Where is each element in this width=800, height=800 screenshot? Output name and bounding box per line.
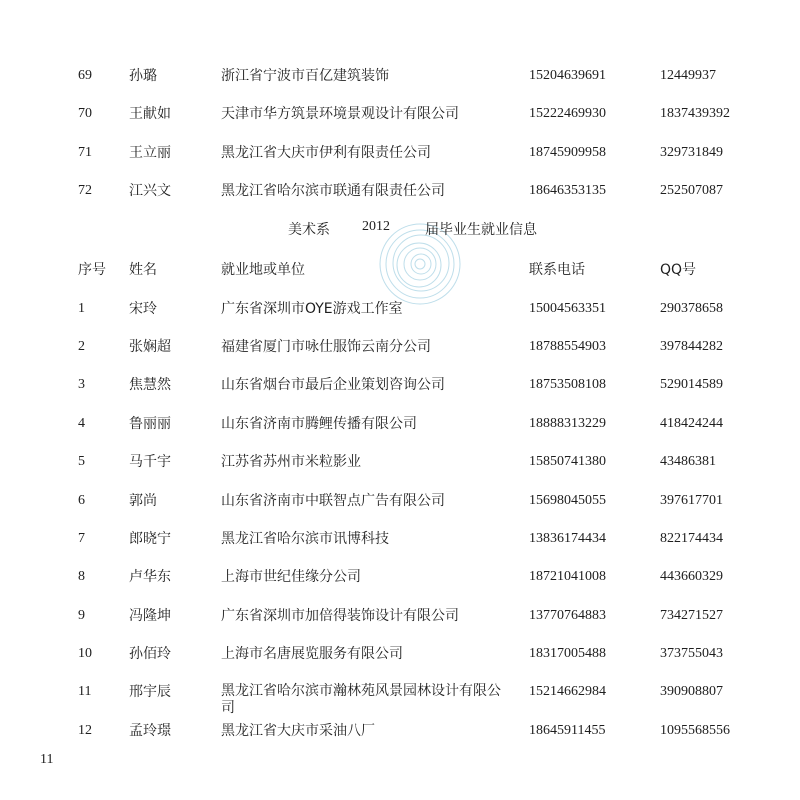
row-qq: 734271527 bbox=[660, 608, 723, 623]
table-row bbox=[0, 300, 800, 330]
row-number: 7 bbox=[78, 531, 85, 546]
section-heading: 届毕业生就业信息 bbox=[425, 222, 537, 238]
row-qq: 397617701 bbox=[660, 493, 723, 508]
row-number: 5 bbox=[78, 454, 85, 469]
row-number: 3 bbox=[78, 377, 85, 392]
row-employer: 山东省济南市中联智点广告有限公司 bbox=[221, 493, 445, 509]
row-phone: 15214662984 bbox=[529, 684, 606, 699]
row-employer: 广东省深圳市加倍得装饰设计有限公司 bbox=[221, 608, 459, 624]
row-qq: 390908807 bbox=[660, 684, 723, 699]
table-row bbox=[0, 453, 800, 483]
row-name: 孙璐 bbox=[129, 68, 157, 84]
row-number: 10 bbox=[78, 646, 92, 661]
row-employer: 上海市世纪佳缘分公司 bbox=[221, 569, 361, 585]
row-qq: 529014589 bbox=[660, 377, 723, 392]
table-row bbox=[0, 415, 800, 445]
row-employer: 浙江省宁波市百亿建筑装饰 bbox=[221, 68, 389, 84]
row-employer: 天津市华方筑景环境景观设计有限公司 bbox=[221, 106, 459, 122]
header-employer: 就业地或单位 bbox=[221, 262, 305, 278]
row-employer: 黑龙江省哈尔滨市瀚林苑风景园林设计有限公司 bbox=[221, 683, 501, 716]
row-phone: 18745909958 bbox=[529, 145, 606, 160]
row-number: 9 bbox=[78, 608, 85, 623]
row-name: 卢华东 bbox=[129, 569, 171, 585]
table-row bbox=[0, 376, 800, 406]
table-row bbox=[0, 67, 800, 97]
row-qq: 1095568556 bbox=[660, 723, 730, 738]
section-title bbox=[0, 219, 800, 239]
row-name: 鲁丽丽 bbox=[129, 416, 171, 432]
row-phone: 15698045055 bbox=[529, 493, 606, 508]
row-phone: 18646353135 bbox=[529, 183, 606, 198]
row-qq: 443660329 bbox=[660, 569, 723, 584]
row-number: 6 bbox=[78, 493, 85, 508]
row-name: 郭尚 bbox=[129, 493, 157, 509]
row-number: 71 bbox=[78, 145, 92, 160]
row-name: 焦慧然 bbox=[129, 377, 171, 393]
row-employer: 黑龙江省大庆市采油八厂 bbox=[221, 723, 375, 739]
row-name: 王献如 bbox=[129, 106, 171, 122]
table-row bbox=[0, 492, 800, 522]
row-employer: 广东省深圳市OYE游戏工作室 bbox=[221, 301, 403, 317]
row-number: 8 bbox=[78, 569, 85, 584]
row-name: 孟玲璟 bbox=[129, 723, 171, 739]
row-phone: 18888313229 bbox=[529, 416, 606, 431]
row-employer: 上海市名唐展览服务有限公司 bbox=[221, 646, 403, 662]
row-number: 2 bbox=[78, 339, 85, 354]
table-row bbox=[0, 530, 800, 560]
row-employer: 山东省济南市腾鲤传播有限公司 bbox=[221, 416, 417, 432]
row-number: 11 bbox=[78, 684, 92, 699]
row-phone: 18753508108 bbox=[529, 377, 606, 392]
row-phone: 18317005488 bbox=[529, 646, 606, 661]
row-number: 4 bbox=[78, 416, 85, 431]
table-row bbox=[0, 607, 800, 637]
row-qq: 252507087 bbox=[660, 183, 723, 198]
row-qq: 1837439392 bbox=[660, 106, 730, 121]
row-employer: 黑龙江省哈尔滨市讯博科技 bbox=[221, 531, 389, 547]
row-phone: 13770764883 bbox=[529, 608, 606, 623]
header-phone: 联系电话 bbox=[529, 262, 585, 278]
row-phone: 15004563351 bbox=[529, 301, 606, 316]
row-qq: 290378658 bbox=[660, 301, 723, 316]
header-qq: QQ号 bbox=[660, 262, 697, 278]
row-name: 马千宇 bbox=[129, 454, 171, 470]
row-qq: 329731849 bbox=[660, 145, 723, 160]
table-row bbox=[0, 722, 800, 752]
row-name: 江兴文 bbox=[129, 183, 171, 199]
table-row bbox=[0, 182, 800, 212]
row-name: 冯隆坤 bbox=[129, 608, 171, 624]
table-row bbox=[0, 683, 800, 723]
row-employer: 福建省厦门市咏仕服饰云南分公司 bbox=[221, 339, 431, 355]
row-name: 张娴超 bbox=[129, 339, 171, 355]
row-name: 宋玲 bbox=[129, 301, 157, 317]
row-employer: 江苏省苏州市米粒影业 bbox=[221, 454, 361, 470]
graduation-year: 2012 bbox=[362, 219, 390, 234]
row-qq: 418424244 bbox=[660, 416, 723, 431]
row-name: 孙佰玲 bbox=[129, 646, 171, 662]
row-qq: 397844282 bbox=[660, 339, 723, 354]
row-phone: 13836174434 bbox=[529, 531, 606, 546]
row-phone: 15222469930 bbox=[529, 106, 606, 121]
header-name: 姓名 bbox=[129, 262, 157, 278]
row-number: 72 bbox=[78, 183, 92, 198]
row-employer: 山东省烟台市最后企业策划咨询公司 bbox=[221, 377, 445, 393]
row-name: 王立丽 bbox=[129, 145, 171, 161]
header-number: 序号 bbox=[78, 262, 106, 278]
row-number: 70 bbox=[78, 106, 92, 121]
row-phone: 15850741380 bbox=[529, 454, 606, 469]
table-row bbox=[0, 338, 800, 368]
row-qq: 373755043 bbox=[660, 646, 723, 661]
table-row bbox=[0, 645, 800, 675]
table-row bbox=[0, 568, 800, 598]
row-phone: 18721041008 bbox=[529, 569, 606, 584]
row-name: 郎晓宁 bbox=[129, 531, 171, 547]
row-phone: 15204639691 bbox=[529, 68, 606, 83]
table-row bbox=[0, 105, 800, 135]
row-qq: 822174434 bbox=[660, 531, 723, 546]
row-name: 邢宇辰 bbox=[129, 684, 171, 700]
row-employer: 黑龙江省大庆市伊利有限责任公司 bbox=[221, 145, 431, 161]
table-header bbox=[0, 261, 800, 291]
row-phone: 18645911455 bbox=[529, 723, 606, 738]
row-employer: 黑龙江省哈尔滨市联通有限责任公司 bbox=[221, 183, 445, 199]
row-qq: 12449937 bbox=[660, 68, 716, 83]
page-number: 11 bbox=[40, 752, 54, 767]
row-qq: 43486381 bbox=[660, 454, 716, 469]
row-number: 1 bbox=[78, 301, 85, 316]
row-number: 12 bbox=[78, 723, 92, 738]
table-row bbox=[0, 144, 800, 174]
row-phone: 18788554903 bbox=[529, 339, 606, 354]
row-number: 69 bbox=[78, 68, 92, 83]
department-name: 美术系 bbox=[288, 222, 330, 238]
